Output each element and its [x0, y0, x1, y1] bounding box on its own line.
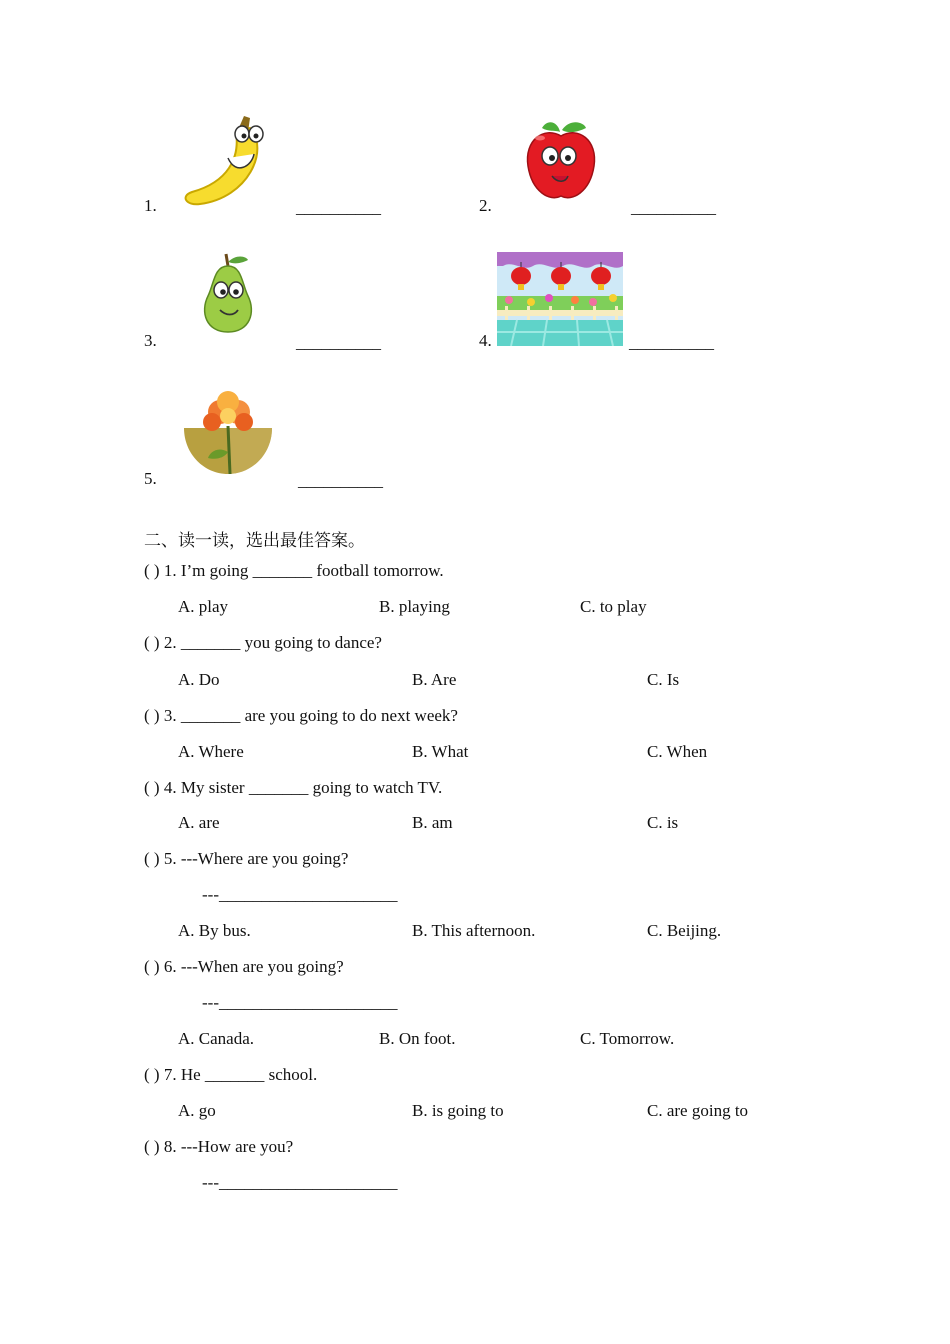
question-4-option-c[interactable]: C. is — [647, 813, 679, 832]
question-3-option-b[interactable]: B. What — [412, 742, 469, 761]
question-6-option-a[interactable]: A. Canada. — [178, 1029, 255, 1048]
question-2-option-b[interactable]: B. Are — [412, 670, 457, 689]
question-2-option-a[interactable]: A. Do — [178, 670, 220, 689]
question-6-answer-line[interactable]: ---_____________________ — [202, 993, 398, 1012]
item-4-blank[interactable]: __________ — [629, 333, 714, 352]
item-2-number: 2. — [479, 196, 492, 215]
question-5-stem: ( ) 5. ---Where are you going? — [144, 849, 349, 868]
item-5-blank[interactable]: __________ — [298, 471, 383, 490]
question-8-answer-line[interactable]: ---_____________________ — [202, 1173, 398, 1192]
question-5-option-b[interactable]: B. This afternoon. — [412, 921, 536, 940]
item-3-blank[interactable]: __________ — [296, 333, 381, 352]
question-3-option-a[interactable]: A. Where — [178, 742, 244, 761]
banana-icon — [178, 110, 273, 210]
question-1-option-a[interactable]: A. play — [178, 597, 229, 616]
question-4-stem: ( ) 4. My sister _______ going to watch TV. — [144, 778, 443, 797]
question-6-stem: ( ) 6. ---When are you going? — [144, 957, 344, 976]
question-5-option-a[interactable]: A. By bus. — [178, 921, 251, 940]
part2-heading: 二、读一读，选出最佳答案。 — [144, 531, 365, 550]
question-5-answer-line[interactable]: ---_____________________ — [202, 885, 398, 904]
question-5-option-c[interactable]: C. Beijing. — [647, 921, 722, 940]
festival-lanterns-scene — [497, 252, 623, 346]
item-5-number: 5. — [144, 469, 157, 488]
item-2-blank[interactable]: __________ — [631, 198, 716, 217]
question-4-option-b[interactable]: B. am — [412, 813, 453, 832]
item-1-number: 1. — [144, 196, 157, 215]
question-1-option-b[interactable]: B. playing — [379, 597, 450, 616]
question-2-stem: ( ) 2. _______ you going to dance? — [144, 633, 382, 652]
question-2-option-c[interactable]: C. Is — [647, 670, 680, 689]
question-1-stem: ( ) 1. I’m going _______ football tomorrow. — [144, 561, 444, 580]
pear-icon — [196, 250, 260, 336]
question-3-option-c[interactable]: C. When — [647, 742, 708, 761]
question-8-stem: ( ) 8. ---How are you? — [144, 1137, 294, 1156]
question-6-option-b[interactable]: B. On foot. — [379, 1029, 456, 1048]
question-7-option-a[interactable]: A. go — [178, 1101, 216, 1120]
item-3-number: 3. — [144, 331, 157, 350]
question-7-option-c[interactable]: C. are going to — [647, 1101, 749, 1120]
flower-icon — [182, 390, 274, 474]
question-7-option-b[interactable]: B. is going to — [412, 1101, 504, 1120]
question-3-stem: ( ) 3. _______ are you going to do next week? — [144, 706, 458, 725]
apple-icon — [522, 116, 600, 204]
question-6-option-c[interactable]: C. Tomorrow. — [580, 1029, 675, 1048]
item-4-number: 4. — [479, 331, 492, 350]
question-7-stem: ( ) 7. He _______ school. — [144, 1065, 318, 1084]
question-1-option-c[interactable]: C. to play — [580, 597, 647, 616]
item-1-blank[interactable]: __________ — [296, 198, 381, 217]
question-4-option-a[interactable]: A. are — [178, 813, 220, 832]
